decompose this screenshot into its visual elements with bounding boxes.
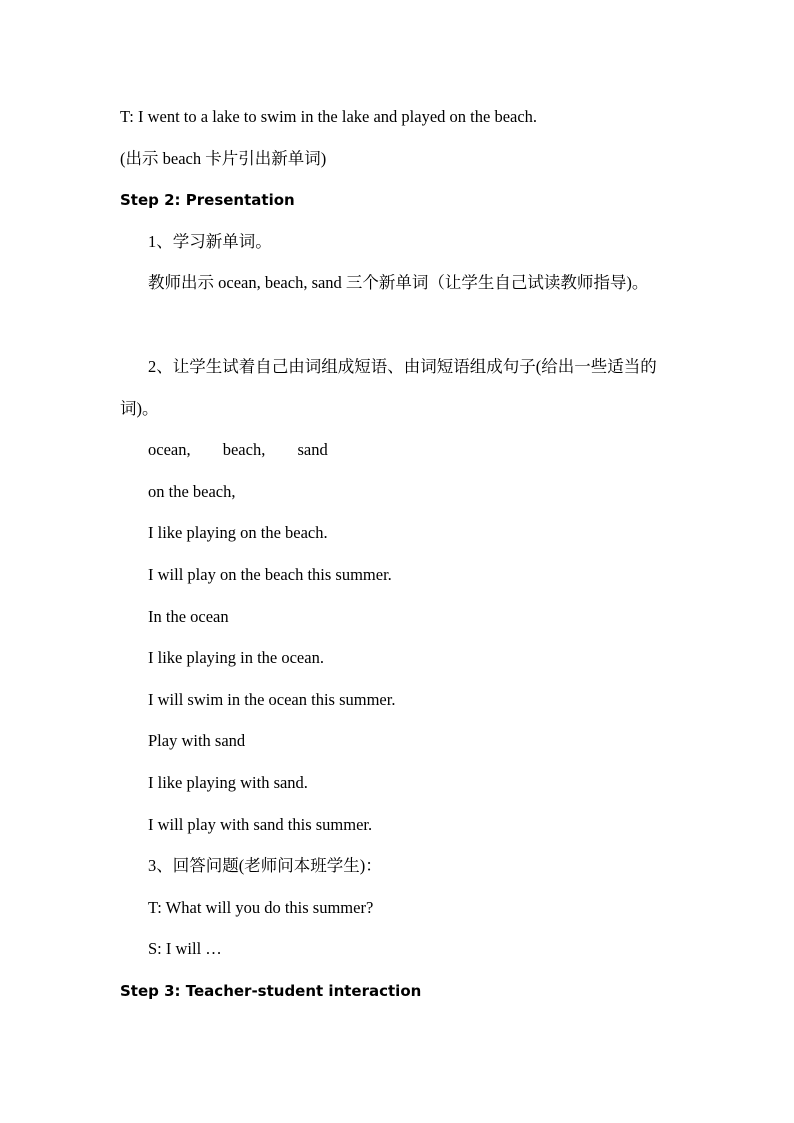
item2-body: 2、让学生试着自己由词组成短语、由词短语组成句子(给出一些适当的词)。 <box>120 357 657 418</box>
phrase-line: I like playing on the beach. <box>148 523 328 542</box>
phrase-line: I will play on the beach this summer. <box>148 565 392 584</box>
vocab-word: beach, <box>222 440 266 459</box>
phrase-line: I like playing in the ocean. <box>148 648 324 667</box>
phrase-line: on the beach, <box>148 482 236 501</box>
phrase-line: I will swim in the ocean this summer. <box>148 690 396 709</box>
vocab-word: sand <box>297 440 328 459</box>
step3-heading: Step 3: Teacher-student interaction <box>120 982 422 1000</box>
phrase-line: In the ocean <box>148 607 229 626</box>
phrase-line: I will play with sand this summer. <box>148 815 373 834</box>
intro-sentence: T: I went to a lake to swim in the lake and played on the beach. <box>120 107 538 126</box>
phrase-line: Play with sand <box>148 731 246 750</box>
item1-title: 1、学习新单词。 <box>148 232 272 251</box>
vocab-word: ocean, <box>148 440 191 459</box>
step2-heading: Step 2: Presentation <box>120 191 295 209</box>
intro-note: (出示 beach 卡片引出新单词) <box>120 149 327 168</box>
vocab-words <box>148 439 328 461</box>
item3-title: 3、回答问题(老师问本班学生)： <box>148 856 382 875</box>
phrase-line: I like playing with sand. <box>148 773 308 792</box>
item1-body: 教师出示 ocean, beach, sand 三个新单词（让学生自己试读教师指导)。 <box>148 273 649 292</box>
question-line: T: What will you do this summer? <box>148 898 374 917</box>
answer-line: S: I will … <box>148 939 222 958</box>
